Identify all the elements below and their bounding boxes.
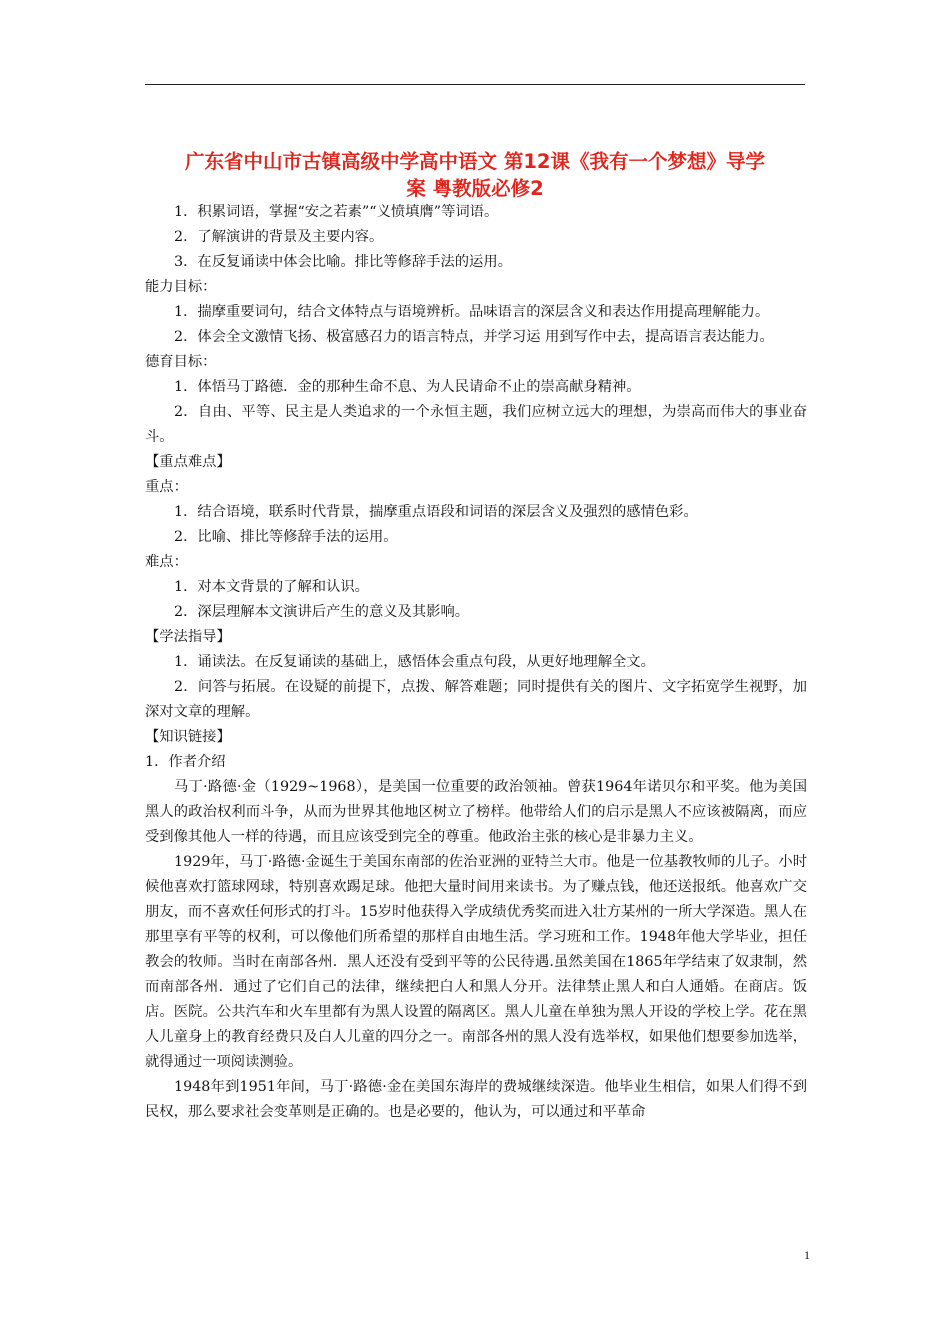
title-line-2: 案 粤教版必修2 xyxy=(406,177,544,200)
section-heading: 难点： xyxy=(145,554,188,570)
section-heading: 【知识链接】 xyxy=(145,729,231,745)
paragraph: 1．诵读法。在反复诵读的基础上，感悟体会重点句段，从更好地理解全文。 xyxy=(174,654,655,670)
paragraph: 1．对本文背景的了解和认识。 xyxy=(174,579,369,595)
paragraph: 1．结合语境，联系时代背景，揣摩重点语段和词语的深层含义及强烈的感情色彩。 xyxy=(174,504,698,520)
section-heading: 【重点难点】 xyxy=(145,454,231,470)
paragraph: 2．了解演讲的背景及主要内容。 xyxy=(174,229,384,245)
document-title xyxy=(145,148,805,202)
paragraph: 2．比喻、排比等修辞手法的运用。 xyxy=(174,529,398,545)
header-rule xyxy=(145,84,805,85)
section-heading: 德育目标： xyxy=(145,354,217,370)
paragraph: 1．揣摩重要词句，结合文体特点与语境辨析。品味语言的深层含义和表达作用提高理解能力。 xyxy=(174,304,770,320)
paragraph: 1．积累词语，掌握“安之若素”“义愤填膺”等词语。 xyxy=(174,204,499,220)
paragraph: 1929年，马丁·路德·金诞生于美国东南部的佐治亚洲的亚特兰大市。他是一位基教牧师的儿子。小时候他喜欢打篮球网球，特别喜欢踢足球。他把大量时间用来读书。为了赚点钱，他还送报纸。他喜欢广交朋友，而不喜欢任何形式的打斗。15岁时他获得入学成绩优秀奖而进入壮方某州的一所大学深造。黑人在那里享有平等的权利，可以像他们所希望的那样自由地生活。学习班和工作。1948年他大学毕业，担任教会的牧师。当时在南部各州．黑人还没有受到平等的公民待遇.虽然美国在1865年学结束了奴隶制，然而南部各州．通过了它们自己的法律，继续把白人和黑人分开。法律禁止黑人和白人通婚。在商店。饭店。医院。公共汽车和火车里都有为黑人设置的隔离区。黑人儿童在单独为黑人开设的学校上学。花在黑人儿童身上的教育经费只及白人儿童的四分之一。南部各州的黑人没有选举权，如果他们想要参加选举，就得通过一项阅读测验。 xyxy=(145,854,807,1070)
paragraph: 3．在反复诵读中体会比喻。排比等修辞手法的运用。 xyxy=(174,254,512,270)
section-heading: 1．作者介绍 xyxy=(145,754,226,770)
page-number: 1 xyxy=(804,1248,810,1262)
section-heading: 【学法指导】 xyxy=(145,629,231,645)
title-line-1: 广东省中山市古镇高级中学高中语文 第12课《我有一个梦想》导学 xyxy=(185,150,765,173)
paragraph: 1．体悟马丁路德．金的那种生命不息、为人民请命不止的崇高献身精神。 xyxy=(174,379,641,395)
section-heading: 重点： xyxy=(145,479,188,495)
section-heading: 能力目标： xyxy=(145,279,217,295)
paragraph: 马丁·路德·金（1929~1968），是美国一位重要的政治领袖。曾获1964年诺贝尔和平奖。他为美国黑人的政治权利而斗争，从而为世界其他地区树立了榜样。他带给人们的启示是黑人不应该被隔离，而应受到像其他人一样的待遇，而且应该受到完全的尊重。他政治主张的核心是非暴力主义。 xyxy=(145,779,807,845)
paragraph: 2．问答与拓展。在设疑的前提下，点拨、解答难题；同时提供有关的图片、文字拓宽学生视野，加深对文章的理解。 xyxy=(145,679,807,720)
paragraph: 1948年到1951年间，马丁·路德·金在美国东海岸的费城继续深造。他毕业生相信，如果人们得不到民权，那么要求社会变革则是正确的。也是必要的，他认为，可以通过和平革命 xyxy=(145,1079,807,1120)
paragraph: 2．体会全文激情飞扬、极富感召力的语言特点，并学习运 用到写作中去，提高语言表达能力。 xyxy=(174,329,774,345)
paragraph: 2．深层理解本文演讲后产生的意义及其影响。 xyxy=(174,604,470,620)
paragraph: 2．自由、平等、民主是人类追求的一个永恒主题，我们应树立远大的理想，为崇高而伟大的事业奋斗。 xyxy=(145,404,807,445)
document-body xyxy=(145,200,807,1125)
